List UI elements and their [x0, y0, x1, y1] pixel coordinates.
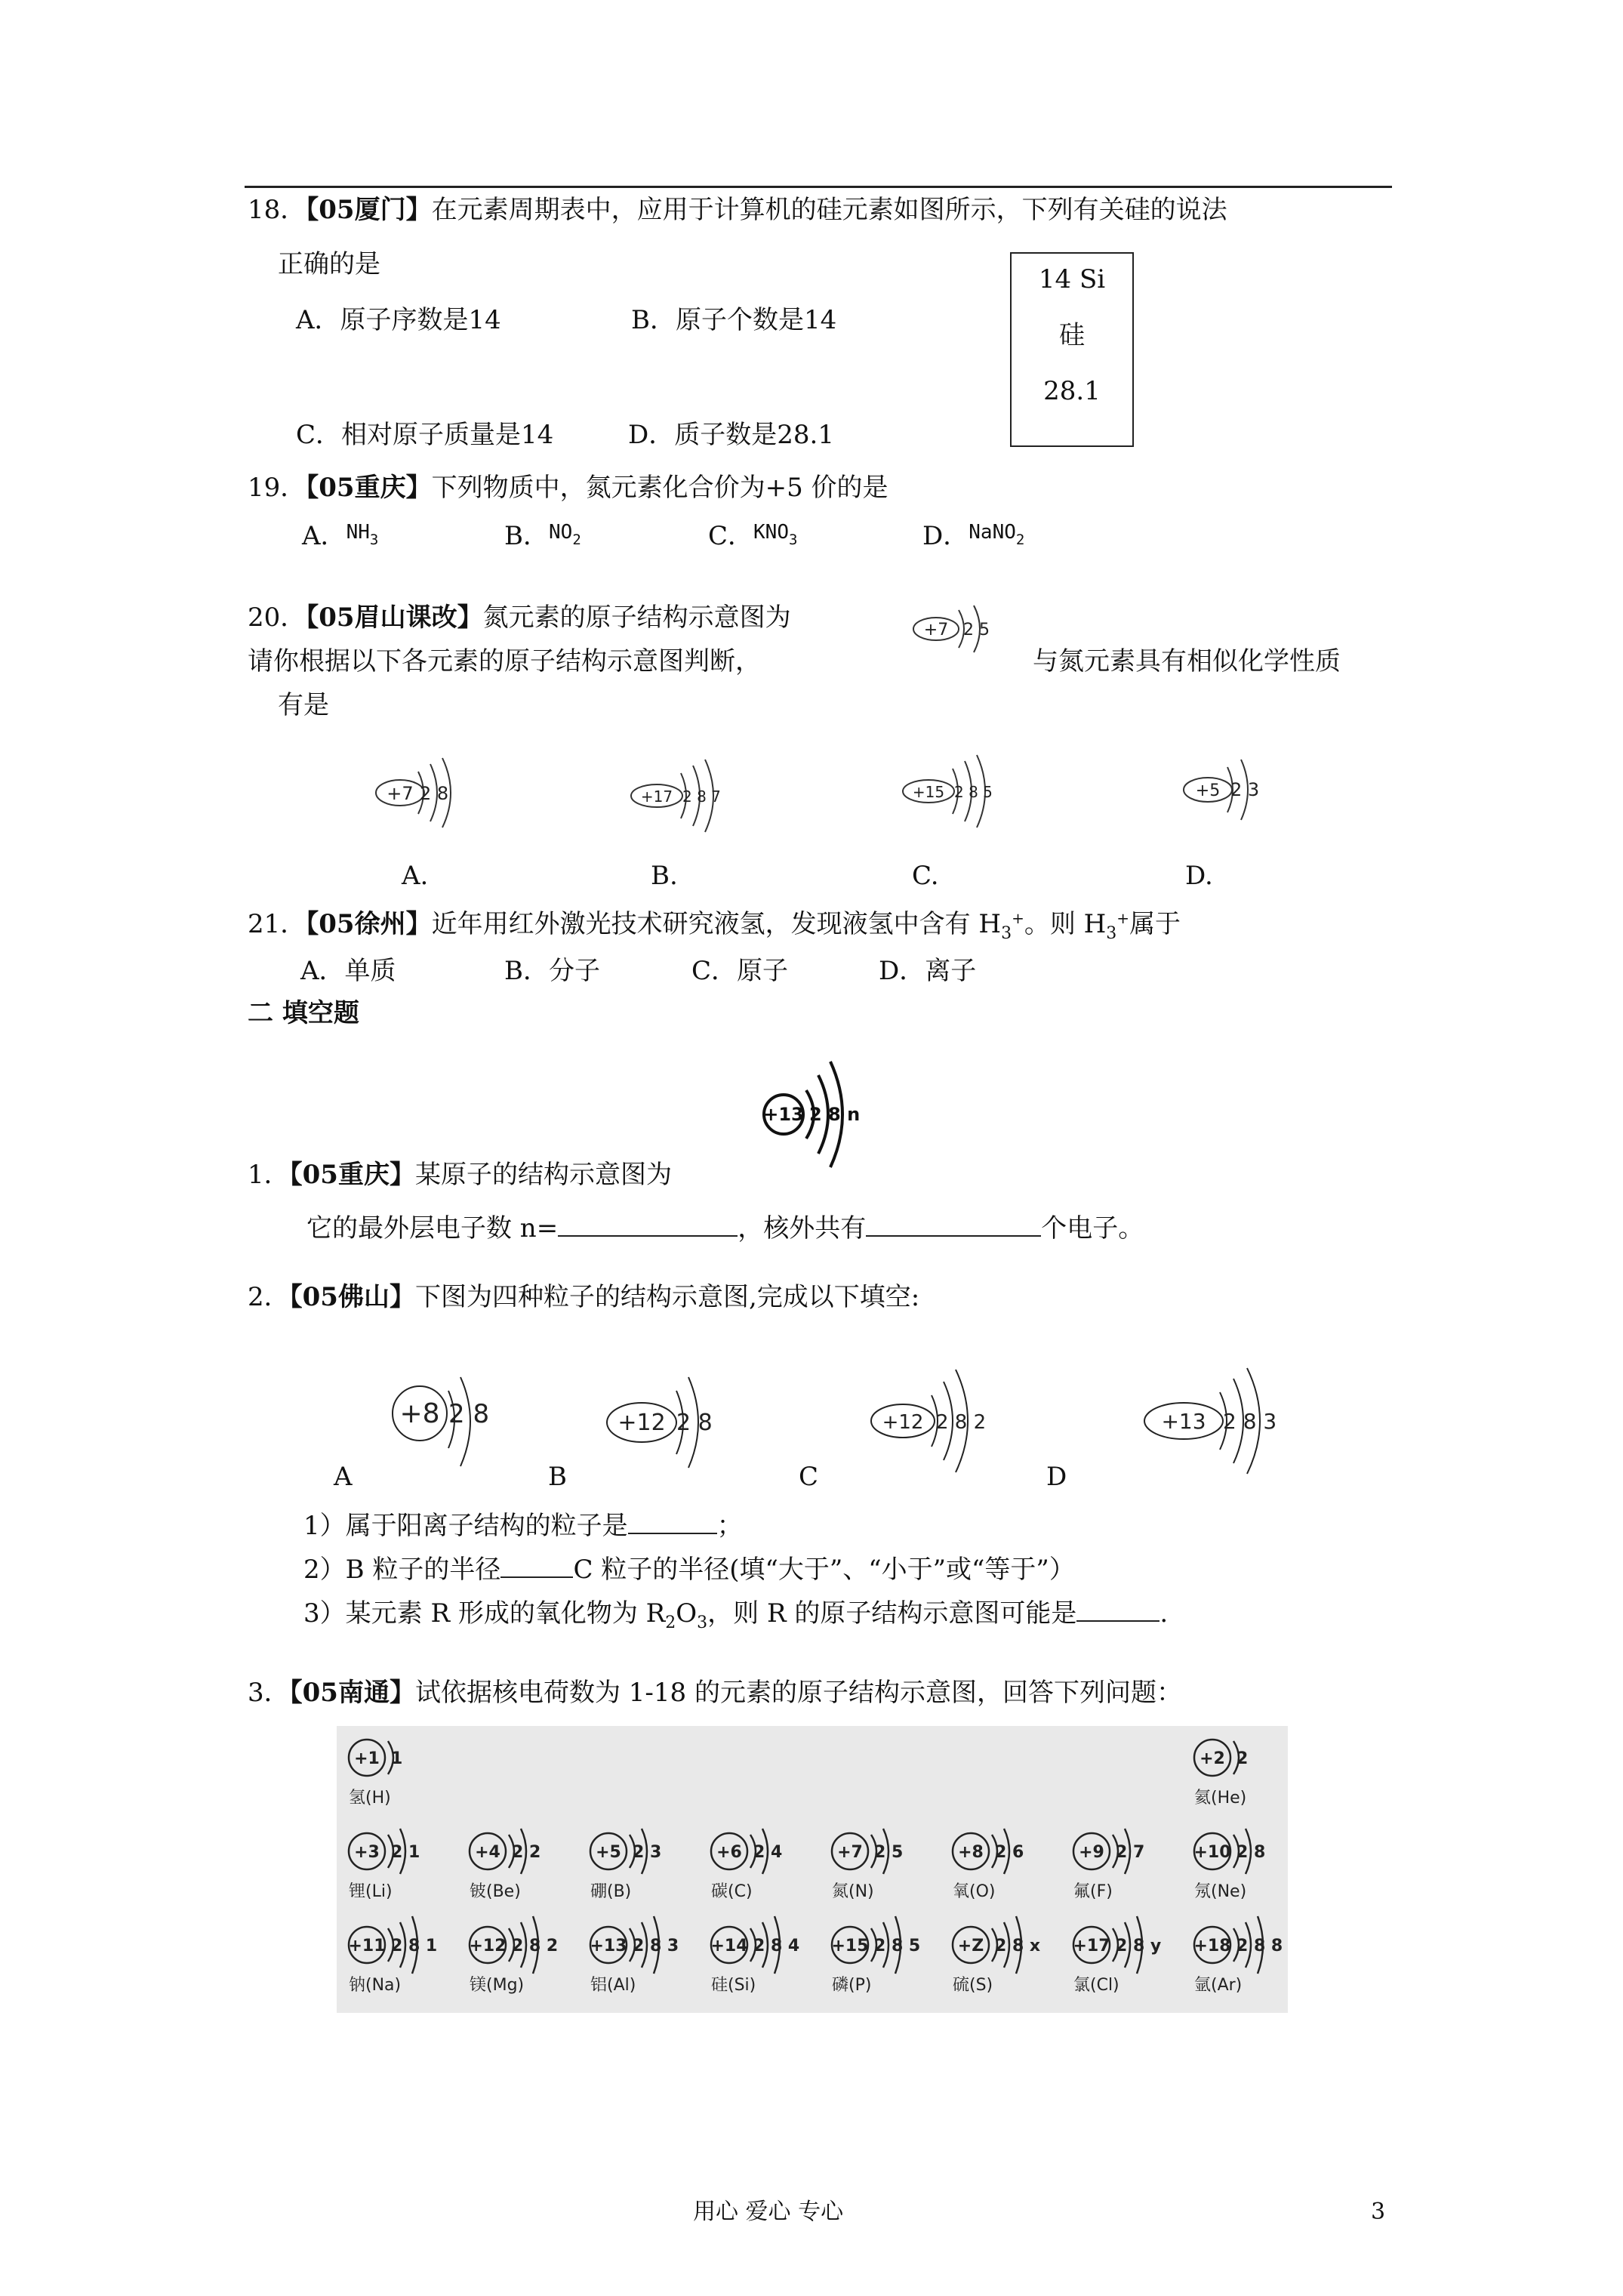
particle-diagram-b	[604, 1367, 747, 1487]
element-name: 硼(B)	[590, 1882, 632, 1901]
question-18-line2: 正确的是	[278, 249, 380, 279]
element-name: 磷(P)	[832, 1976, 872, 1995]
source-tag: 【05眉山课改】	[306, 603, 483, 633]
answer-blank[interactable]	[1076, 1598, 1160, 1622]
atom-shells: 2 8 4	[753, 1937, 800, 1955]
atom-shells: 2 8 n	[809, 1104, 861, 1125]
q20-label-c: C.	[912, 861, 939, 891]
element-cell	[831, 1916, 920, 1995]
atom-nucleus: +6	[716, 1843, 742, 1862]
atom-diagram-b	[627, 755, 770, 838]
f2-subquestion-2: 2）B 粒子的半径 C 粒子的半径(填“大于”、“小于”或“等于”）	[303, 1555, 1075, 1585]
fill-question-2: 2．【05佛山】下图为四种粒子的结构示意图,完成以下填空:	[248, 1282, 920, 1312]
atom-shells: 2 8	[420, 783, 449, 804]
atom-shells: 2 8 y	[1116, 1937, 1162, 1955]
atom-nucleus: +12	[469, 1937, 507, 1955]
source-tag: 【05佛山】	[289, 1282, 415, 1312]
element-cell	[590, 1916, 679, 1995]
silicon-name: 硅	[1059, 320, 1085, 350]
question-20-line3: 有是	[278, 690, 329, 720]
atom-nucleus: +13	[1161, 1409, 1206, 1434]
q19-option-d: D．$^{NaNO_2}$	[922, 521, 1025, 551]
q21-option-d: D．离子	[879, 956, 977, 986]
element-name: 氮(N)	[832, 1882, 874, 1901]
atom-diagram-c	[898, 752, 1042, 835]
question-20-line2a: 请你根据以下各元素的原子结构示意图判断，	[248, 646, 761, 676]
element-name: 氧(O)	[953, 1882, 996, 1901]
atom-nucleus: +12	[882, 1411, 924, 1434]
particle-diagram-d	[1140, 1367, 1313, 1487]
element-name: 氢(H)	[349, 1789, 391, 1808]
source-tag: 【05南通】	[289, 1678, 415, 1708]
fill-question-1-line2: 它的最外层电子数 n= ，核外共有 个电子。	[306, 1213, 1144, 1244]
element-structure-table	[337, 1726, 1288, 2013]
atom-nucleus: +14	[710, 1937, 748, 1955]
element-cell	[590, 1829, 661, 1901]
atom-nucleus: +13	[763, 1104, 804, 1125]
source-tag: 【05重庆】	[306, 473, 432, 503]
silicon-mass: 28.1	[1043, 376, 1101, 406]
question-21: 21．【05徐州】近年用红外激光技术研究液氢，发现液氢中含有 $H_3^+$。则 $H_3^+$属于	[248, 909, 1181, 943]
element-cell	[710, 1916, 799, 1995]
element-cell	[348, 1916, 437, 1995]
source-tag: 【05徐州】	[306, 909, 432, 939]
atom-nucleus: +5	[1195, 781, 1221, 800]
element-cell	[1194, 1740, 1248, 1808]
atom-nucleus: +2	[1200, 1749, 1225, 1768]
f2-subquestion-1: 1）属于阳离子结构的粒子是 ；	[303, 1511, 743, 1541]
atom-nucleus: +12	[617, 1410, 666, 1436]
answer-blank[interactable]	[866, 1213, 1041, 1237]
q21-option-a: A．单质	[300, 956, 396, 986]
q19-option-c: C．$^{KNO_3}$	[708, 521, 798, 551]
q19-option-b: B．$^{NO_2}$	[504, 521, 581, 551]
f2-label-a: A	[334, 1462, 353, 1492]
q18-option-b: B．原子个数是14	[631, 305, 837, 335]
answer-blank[interactable]	[558, 1213, 738, 1237]
atom-shells: 2 1	[391, 1843, 420, 1862]
element-cell	[349, 1740, 402, 1808]
f2-label-b: B	[548, 1462, 567, 1492]
fill-question-3: 3．【05南通】试依据核电荷数为 1-18 的元素的原子结构示意图，回答下列问题：	[248, 1678, 1182, 1708]
q21-option-c: C．原子	[691, 956, 789, 986]
atom-shells: 2 7	[1116, 1843, 1145, 1862]
element-cell	[953, 1916, 1040, 1995]
question-20-line2b: 与氮元素具有相似化学性质	[1033, 646, 1341, 676]
atom-nucleus: +8	[399, 1398, 440, 1429]
atom-shells: 2 5	[963, 621, 990, 639]
atom-shells: 2	[1236, 1749, 1249, 1768]
atom-shells: 2 4	[753, 1843, 783, 1862]
q18-option-d: D．质子数是28.1	[628, 420, 834, 450]
atom-nucleus: +17	[640, 787, 673, 806]
atom-shells: 2 8 x	[995, 1937, 1041, 1955]
source-tag: 【05重庆】	[289, 1160, 415, 1190]
atom-shells: 2 8 5	[874, 1937, 921, 1955]
element-grid	[337, 1726, 1288, 2013]
element-name: 镁(Mg)	[470, 1976, 525, 1995]
q18-option-a: A．原子序数是14	[296, 305, 501, 335]
atom-nucleus: +13	[590, 1937, 627, 1955]
f2-label-c: C	[799, 1462, 819, 1492]
element-cell	[349, 1829, 420, 1901]
element-name: 锂(Li)	[349, 1882, 393, 1901]
atom-shells: 2 5	[874, 1843, 904, 1862]
source-tag: 【05厦门】	[306, 195, 432, 225]
silicon-element-box	[1010, 252, 1134, 447]
aluminum-atom-diagram	[755, 1045, 876, 1181]
element-name: 硫(S)	[953, 1976, 993, 1995]
element-name: 氟(F)	[1073, 1882, 1113, 1901]
atom-shells: 2 8	[448, 1399, 490, 1429]
element-name: 铝(Al)	[590, 1976, 636, 1995]
atom-nucleus: +5	[596, 1843, 621, 1862]
element-cell	[470, 1829, 540, 1901]
nitrogen-atom-diagram	[906, 604, 1019, 672]
q20-label-a: A.	[402, 861, 429, 891]
element-name: 氦(He)	[1194, 1789, 1247, 1808]
atom-diagram-a	[370, 755, 498, 838]
atom-shells: 2 8	[1236, 1843, 1266, 1862]
particle-diagram-c	[868, 1367, 1019, 1487]
atom-nucleus: +3	[354, 1843, 380, 1862]
element-name: 氩(Ar)	[1194, 1976, 1243, 1995]
atom-shells: 2 8 3	[633, 1937, 679, 1955]
atom-nucleus: +Z	[957, 1937, 984, 1955]
element-name: 氖(Ne)	[1194, 1882, 1247, 1901]
q19-option-a: A．$^{NH_3}$	[302, 521, 379, 551]
atom-shells: 2 8 8	[1236, 1937, 1283, 1955]
atom-nucleus: +7	[923, 621, 949, 639]
element-name: 碳(C)	[711, 1882, 753, 1901]
atom-nucleus: +10	[1193, 1843, 1231, 1862]
element-cell	[832, 1829, 903, 1901]
atom-nucleus: +7	[387, 783, 414, 804]
atom-nucleus: +4	[475, 1843, 500, 1862]
q21-option-b: B．分子	[504, 956, 600, 986]
atom-shells: 2 8 2	[936, 1411, 987, 1434]
atom-shells: 2 6	[995, 1843, 1024, 1862]
element-name: 钠(Na)	[349, 1976, 402, 1995]
atom-nucleus: +11	[348, 1937, 386, 1955]
element-cell	[711, 1829, 782, 1901]
atom-shells: 2 8 2	[512, 1937, 559, 1955]
atom-nucleus: +15	[831, 1937, 869, 1955]
element-name: 硅(Si)	[711, 1976, 756, 1995]
answer-blank[interactable]	[500, 1554, 573, 1578]
section-heading: 二 填空题	[248, 998, 359, 1028]
atom-shells: 2 8 1	[391, 1937, 438, 1955]
element-cell	[953, 1829, 1024, 1901]
particle-diagram-a	[385, 1368, 528, 1489]
question-19: 19．【05重庆】下列物质中，氮元素化合价为+5 价的是	[248, 473, 888, 503]
atom-shells: 2 8 5	[954, 783, 993, 801]
element-name: 铍(Be)	[470, 1882, 521, 1901]
q18-option-c: C．相对原子质量是14	[296, 420, 554, 450]
atom-nucleus: +17	[1073, 1937, 1110, 1955]
atom-nucleus: +1	[354, 1749, 380, 1768]
question-20: 20．【05眉山课改】氮元素的原子结构示意图为	[248, 603, 791, 633]
header-rule	[245, 186, 1392, 188]
element-cell	[1073, 1916, 1161, 1995]
question-18: 18．【05厦门】在元素周期表中，应用于计算机的硅元素如图所示，下列有关硅的说法	[248, 195, 1227, 225]
f2-label-d: D	[1046, 1462, 1067, 1492]
element-cell	[1193, 1829, 1265, 1901]
element-cell	[1073, 1829, 1144, 1901]
atom-nucleus: +8	[958, 1843, 984, 1862]
page-number: 3	[1371, 2199, 1386, 2225]
element-cell	[469, 1916, 558, 1995]
atom-shells: 2 3	[1230, 779, 1260, 800]
fill-question-1: 1．【05重庆】某原子的结构示意图为	[248, 1160, 672, 1190]
atom-shells: 2 8 7	[682, 787, 721, 806]
atom-shells: 2 8	[676, 1410, 713, 1436]
atom-diagram-d	[1178, 752, 1306, 835]
answer-blank[interactable]	[628, 1510, 717, 1534]
atom-nucleus: +15	[912, 783, 945, 801]
atom-nucleus: +7	[837, 1843, 863, 1862]
element-name: 氯(Cl)	[1073, 1976, 1119, 1995]
atom-nucleus: +18	[1193, 1937, 1231, 1955]
f2-subquestion-3: 3）某元素 R 形成的氧化物为 $R_2O_3$，则 R 的原子结构示意图可能是 .	[303, 1598, 1169, 1632]
silicon-number-symbol: 14 Si	[1038, 264, 1106, 294]
q20-label-b: B.	[651, 861, 678, 891]
footer-center: 用心 爱心 专心	[693, 2199, 844, 2225]
q20-label-d: D.	[1185, 861, 1213, 891]
atom-shells: 2 8 3	[1223, 1409, 1277, 1434]
atom-shells: 2 2	[512, 1843, 541, 1862]
atom-shells: 1	[391, 1749, 403, 1768]
element-cell	[1193, 1916, 1283, 1995]
atom-nucleus: +9	[1079, 1843, 1104, 1862]
atom-shells: 2 3	[633, 1843, 662, 1862]
